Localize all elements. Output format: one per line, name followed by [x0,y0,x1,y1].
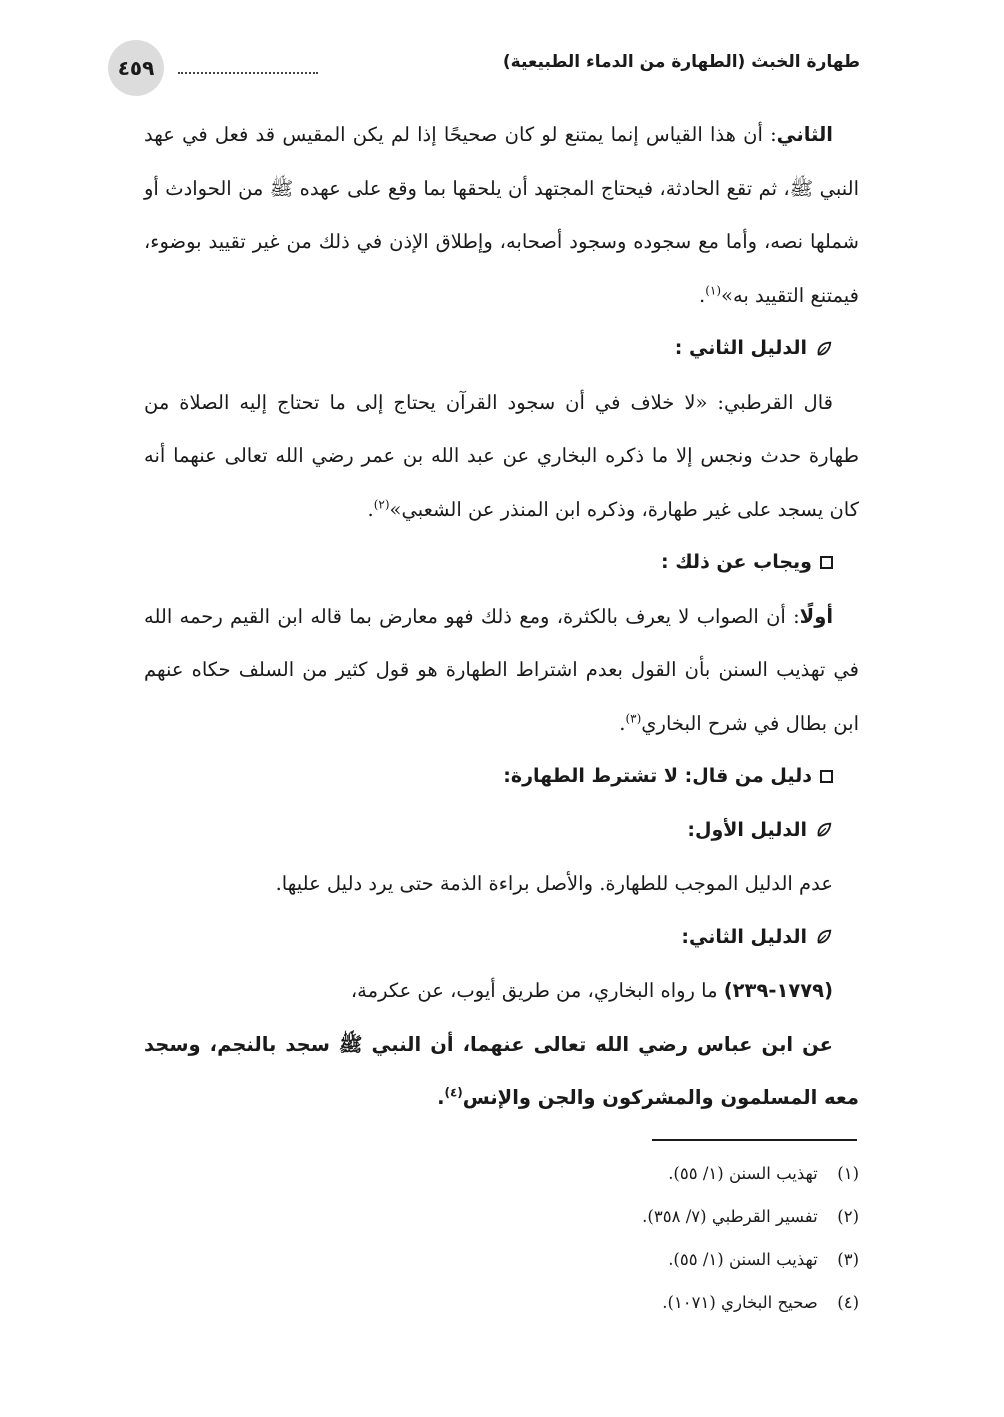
footnote-separator [652,1139,857,1141]
heading-second-evidence [144,322,859,376]
hadith-body: عن ابن عباس رضي الله تعالى عنهما، أن النبي ﷺ سجد بالنجم، وسجد معه المسلمون والمشركون والجن والإنس [144,1032,859,1109]
footnote-ref-2[interactable]: (٢) [373,497,390,511]
footnotes [559,1152,859,1324]
leaf-bullet-icon [815,928,833,946]
paragraph-1-end: . [699,283,706,307]
footnote-item [559,1281,859,1324]
footnote-text: صحيح البخاري (١٠٧١). [662,1293,818,1312]
page-header [108,40,860,96]
paragraph-1-lead: الثاني [776,123,833,146]
footnote-text: تهذيب السنن (١/ ٥٥). [668,1164,818,1183]
heading-text: الدليل الثاني : [674,337,807,359]
footnote-number: (١) [837,1164,859,1183]
footnote-number: (٤) [837,1293,859,1312]
square-bullet-icon [820,556,833,569]
heading-text: دليل من قال: لا تشترط الطهارة: [503,765,812,787]
hadith-text [144,1018,859,1125]
running-header-title: طهارة الخبث (الطهارة من الدماء الطبيعية) [502,52,860,72]
paragraph-1 [144,108,859,322]
paragraph-3 [144,590,859,751]
paragraph-5-text: ما رواه البخاري، من طريق أيوب، عن عكرمة، [350,979,724,1002]
leaf-bullet-icon [815,340,833,358]
paragraph-3-text: : أن الصواب لا يعرف بالكثرة، ومع ذلك فهو معارض بما قاله ابن القيم رحمه الله في تهذيب السنن بأن القول بعدم اشتراط الطهارة هو قول كثير من السلف حكاه عنهم ابن بطال في شرح البخاري [144,604,859,735]
paragraph-2-text: قال القرطبي: «لا خلاف في أن سجود القرآن يحتاج إلى ما تحتاج إليه الصلاة من طهارة حدث ونجس إلا ما ذكره البخاري عن عبد الله بن عمر رضي الله تعالى عنهما أنه كان يسجد على غير طهارة، وذكره ابن المنذر عن الشعبي» [144,390,859,521]
paragraph-1-text: : أن هذا القياس إنما يمتنع لو كان صحيحًا إذا لم يكن المقيس قد فعل في عهد النبي ﷺ، ثم تقع الحادثة، فيحتاج المجتهد أن يلحقها بما وقع على عهده ﷺ من الحوادث أو شملها نصه، وأما مع سجوده وسجود أصحابه، وإطلاق الإذن في ذلك من غير تقييد بوضوء، فيمتنع التقييد به» [144,123,859,307]
heading-text: الدليل الثاني: [681,925,807,948]
footnote-number: (٢) [837,1207,859,1226]
heading-text: الدليل الأول: [687,818,807,841]
footnote-item [559,1195,859,1238]
header-dotted-leader-left [178,60,318,74]
footnote-text: تهذيب السنن (١/ ٥٥). [668,1250,818,1269]
leaf-bullet-icon [815,821,833,839]
paragraph-2-end: . [367,497,374,521]
heading-response [144,536,859,590]
paragraph-2 [144,376,859,537]
heading-second-evidence-2 [144,911,859,965]
footnote-number: (٣) [837,1250,859,1269]
paragraph-5 [144,964,859,1018]
hadith-number: (١٧٧٩-٢٣٩) [723,979,833,1002]
paragraph-3-lead: أولًا [799,604,833,628]
hadith-end: . [437,1086,445,1109]
paragraph-4: عدم الدليل الموجب للطهارة. والأصل براءة الذمة حتى يرد دليل عليها. [275,872,833,895]
footnote-ref-3[interactable]: (٣) [625,711,642,725]
paragraph-3-end: . [619,711,626,735]
footnote-item [559,1152,859,1195]
footnote-item [559,1238,859,1281]
heading-text: ويجاب عن ذلك : [661,551,812,573]
heading-first-evidence [144,804,859,858]
footnote-ref-1[interactable]: (١) [705,283,722,297]
footnote-text: تفسير القرطبي (٧/ ٣٥٨). [642,1207,818,1226]
main-text [144,108,859,1125]
page-number: ٤٥٩ [117,56,155,80]
footnote-ref-4[interactable]: (٤) [444,1085,463,1100]
page-number-badge [108,40,164,96]
square-bullet-icon [820,770,833,783]
heading-opposing-view [144,750,859,804]
